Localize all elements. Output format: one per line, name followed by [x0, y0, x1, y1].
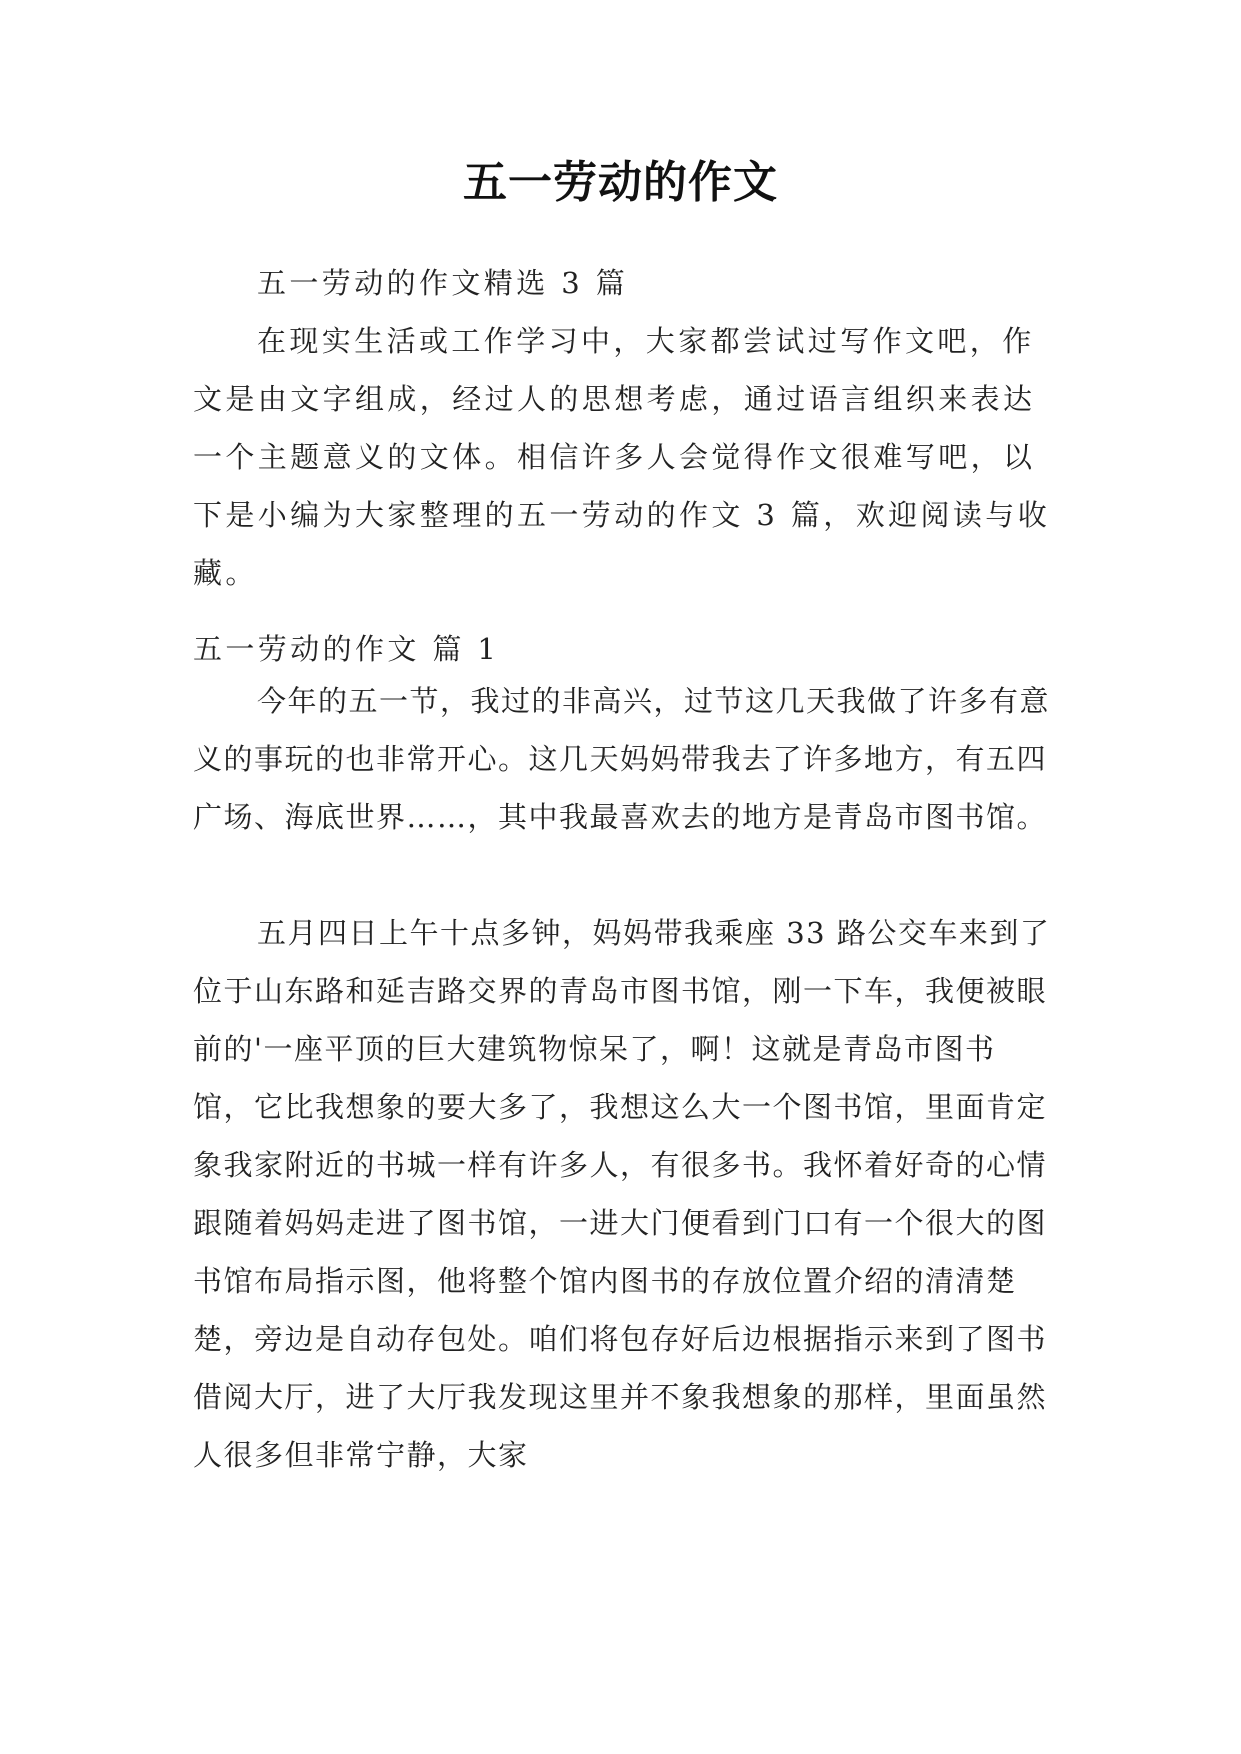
section-heading: 五一劳动的作文 篇 1: [193, 632, 500, 666]
document-subtitle: 五一劳动的作文精选 3 篇: [257, 266, 629, 300]
section-paragraph-1: 今年的五一节，我过的非高兴，过节这几天我做了许多有意义的事玩的也非常开心。这几天妈妈带我去了许多地方，有五四广场、海底世界……，其中我最喜欢去的地方是青岛市图书馆。: [193, 684, 1051, 834]
section-paragraph-2: 五月四日上午十点多钟，妈妈带我乘座 33 路公交车来到了位于山东路和延吉路交界的青岛市图书馆，刚一下车，我便被眼前的'一座平顶的巨大建筑物惊呆了，啊！这就是青岛市图书馆，它比我想象的要大多了，我想这么大一个图书馆，里面肯定象我家附近的书城一样有许多人，有很多书。我怀着好奇的心情跟随着妈妈走进了图书馆，一进大门便看到门口有一个很大的图书馆布局指示图，他将整个馆内图书的存放位置介绍的清清楚楚，旁边是自动存包处。咱们将包存好后边根据指示来到了图书借阅大厅，进了大厅我发现这里并不象我想象的那样，里面虽然人很多但非常宁静，大家: [193, 916, 1051, 1472]
intro-paragraph: 在现实生活或工作学习中，大家都尝试过写作文吧，作文是由文字组成，经过人的思想考虑，通过语言组织来表达一个主题意义的文体。相信许多人会觉得作文很难写吧，以下是小编为大家整理的五一劳动的作文 3 篇，欢迎阅读与收藏。: [193, 324, 1051, 590]
document-title: 五一劳动的作文: [463, 157, 778, 208]
